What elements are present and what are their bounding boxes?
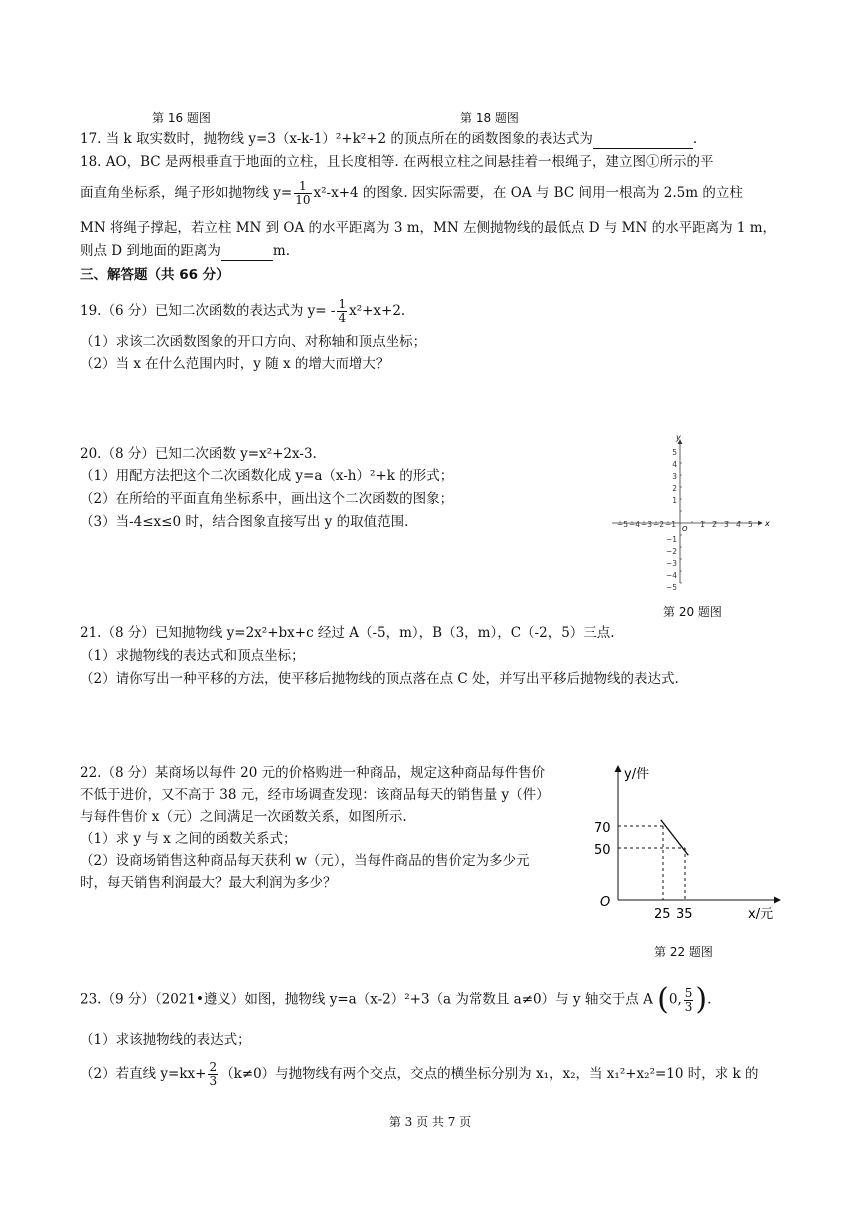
x-tick-label: 4 [736, 520, 741, 529]
y-tick-label: 3 [672, 472, 677, 481]
y-tick-label: −4 [665, 571, 677, 580]
fraction-numerator: 5 [684, 985, 693, 1000]
q23-text-b: . [707, 991, 712, 1008]
question-22-line-3: 与每件售价 x（元）之间满足一次函数关系，如图所示. [80, 809, 407, 825]
question-20-line-3: （2）在所给的平面直角坐标系中，画出这个二次函数的图象； [80, 491, 454, 507]
question-18-line-1: 18. AO，BC 是两根垂直于地面的立柱，且长度相等. 在两根立柱之间悬挂着一根绳子，建立图①所示的平 [80, 154, 714, 170]
question-22-line-6: 时，每天销售利润最大？最大利润为多少？ [80, 875, 337, 891]
question-20-line-2: （1）用配方法把这个二次函数化成 y=a（x-h）²+k 的形式； [80, 468, 454, 484]
sales-line [661, 820, 689, 856]
answer-blank-17 [593, 130, 693, 149]
question-18-line-4 [80, 242, 290, 261]
figure-16-caption: 第 16 题图 [152, 111, 211, 125]
right-paren: ) [695, 982, 708, 1017]
fraction-numerator: 2 [209, 1060, 218, 1074]
question-23-line-3 [80, 1061, 759, 1088]
question-18-line-2 [80, 180, 743, 207]
y-tick-label: 2 [672, 484, 677, 493]
question-21-line-3: （2）请你写出一种平移的方法，使平移后抛物线的顶点落在点 C 处，并写出平移后抛物线的表达式. [80, 671, 679, 687]
q19-text-b: x²+x+2. [349, 303, 406, 319]
q19-text-a: 19.（6 分）已知二次函数的表达式为 y= - [80, 303, 336, 319]
x-tick-label: −5 [617, 520, 629, 529]
fraction-denominator: 3 [209, 1074, 218, 1088]
figure-18-caption: 第 18 题图 [460, 111, 519, 125]
x-tick-label: 1 [700, 520, 705, 529]
question-18-line-3: MN 将绳子撑起，若立柱 MN 到 OA 的水平距离为 3 m，MN 左侧抛物线的最低点 D 与 MN 的水平距离为 1 m， [80, 220, 777, 236]
question-19-line-1 [80, 298, 405, 325]
x-tick-label: −1 [665, 520, 677, 529]
point-coordinate: 0, [668, 991, 682, 1008]
fraction-denominator: 3 [684, 999, 693, 1014]
q18-text-c: 则点 D 到地面的距离为 [80, 243, 221, 259]
y-tick-label: −5 [665, 583, 677, 590]
coordinate-grid-20 [600, 430, 780, 590]
fraction [337, 298, 347, 325]
y-tick-label: 1 [672, 496, 677, 505]
fraction-denominator: 10 [295, 193, 311, 207]
question-22-line-1: 22.（8 分）某商场以每件 20 元的价格购进一种商品，规定这种商品每件售价 [80, 765, 546, 781]
y-tick-labels [666, 448, 677, 590]
question-20-line-1: 20.（8 分）已知二次函数 y=x²+2x-3. [80, 446, 317, 462]
x-tick-label: 25 [654, 907, 671, 922]
x-axis-label: x [765, 519, 770, 528]
question-22-line-2: 不低于进价，又不高于 38 元，经市场调查发现：该商品每天的销售量 y（件） [80, 787, 550, 803]
x-tick-label: 35 [676, 907, 693, 922]
q18-text-b: x²-x+4 的图象. 因实际需要，在 OA 与 BC 间用一根高为 2.5m 的立柱 [313, 185, 743, 201]
question-22-line-5: （2）设商场销售这种商品每天获利 w（元），当每件商品的售价定为多少元 [80, 853, 530, 869]
fraction [208, 1061, 218, 1088]
fraction-numerator: 1 [294, 180, 311, 194]
q18-text-d: m. [272, 243, 290, 259]
fraction [294, 180, 311, 207]
origin-label: O [682, 525, 688, 533]
x-tick-label: 2 [712, 520, 717, 529]
q23-text-a: 23.（9 分）（2021•遵义）如图，抛物线 y=a（x-2）²+3（a 为常数且 a≠0）与 y 轴交于点 A [80, 991, 653, 1008]
question-21-line-1: 21.（8 分）已知抛物线 y=2x²+bx+c 经过 A（-5，m），B（3，m），C（-2，5）三点. [80, 625, 615, 641]
figure-20-caption: 第 20 题图 [663, 605, 722, 619]
y-axis-label: y [676, 433, 681, 442]
q23-text-d: （k≠0）与抛物线有两个交点，交点的横坐标分别为 x₁，x₂，当 x₁²+x₂²=10 时，求 k 的 [220, 1066, 759, 1082]
x-tick-label: −3 [641, 520, 653, 529]
question-23-line-1 [80, 982, 712, 1017]
question-23-line-2: （1）求该抛物线的表达式； [80, 1032, 251, 1048]
page-footer: 第 3 页 共 7 页 [388, 1115, 472, 1129]
question-22-line-4: （1）求 y 与 x 之间的函数关系式； [80, 831, 297, 847]
y-tick-label: 50 [594, 843, 611, 858]
x-axis-label: x/元 [748, 907, 774, 922]
x-tick-label: −4 [629, 520, 641, 529]
y-tick-label: 5 [672, 448, 677, 457]
x-tick-label: −2 [653, 520, 665, 529]
fraction-denominator: 4 [338, 311, 347, 325]
section-3-header: 三、解答题（共 66 分） [80, 267, 230, 283]
origin-label: O [600, 895, 611, 910]
y-tick-label: 4 [672, 460, 677, 469]
y-tick-label: −1 [665, 535, 677, 544]
x-tick-label: 5 [748, 520, 753, 529]
y-tick-label: −2 [665, 547, 677, 556]
y-axis-label: y/件 [624, 767, 650, 782]
x-tick-label: 3 [724, 520, 729, 529]
y-tick-label: −3 [665, 559, 677, 568]
question-17-end: . [692, 131, 698, 147]
question-21-line-2: （1）求抛物线的表达式和顶点坐标； [80, 648, 305, 664]
fraction [684, 987, 694, 1014]
answer-blank-18 [221, 242, 273, 261]
question-19-line-3: （2）当 x 在什么范围内时，y 随 x 的增大而增大？ [80, 356, 390, 372]
question-20-line-4: （3）当-4≤x≤0 时，结合图象直接写出 y 的取值范围. [80, 514, 409, 530]
sales-graph-22 [590, 758, 790, 928]
q18-text-a: 面直角坐标系，绳子形如抛物线 y= [80, 185, 293, 201]
figure-22-caption: 第 22 题图 [654, 945, 713, 959]
left-paren: ( [657, 982, 669, 1017]
question-17 [80, 130, 697, 149]
question-19-line-2: （1）求该二次函数图象的开口方向、对称轴和顶点坐标； [80, 334, 427, 350]
fraction-numerator: 1 [338, 297, 347, 311]
q23-text-c: （2）若直线 y=kx+ [80, 1066, 207, 1082]
y-tick-label: 70 [594, 821, 611, 836]
question-17-text: 17. 当 k 取实数时，抛物线 y=3（x-k-1）²+k²+2 的顶点所在的函数图象的表达式为 [80, 131, 593, 147]
